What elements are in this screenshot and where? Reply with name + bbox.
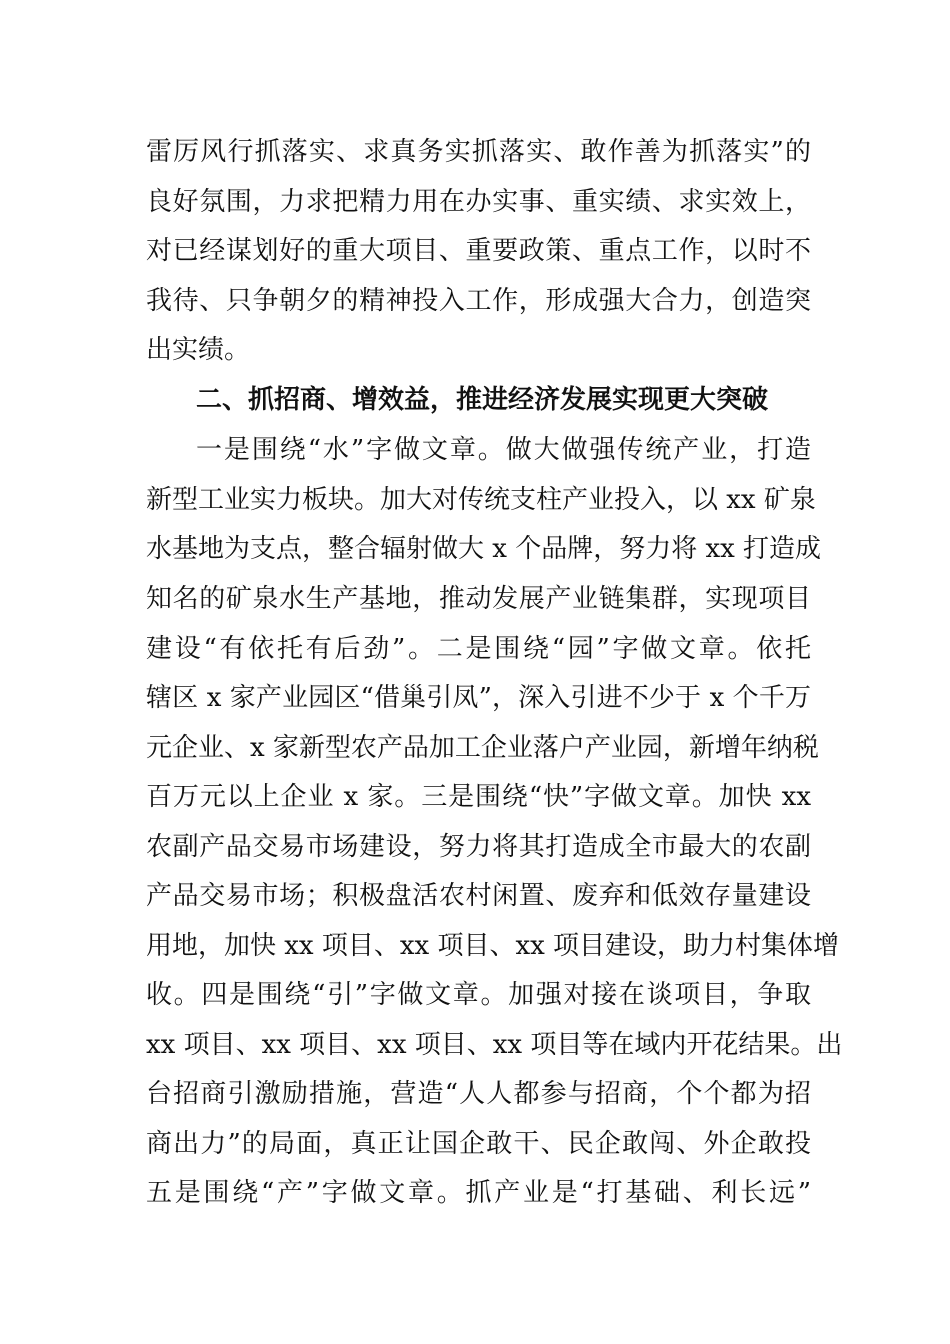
paragraph-2-line-6: 辖区 x 家产业园区“借巢引凤”，深入引进不少于 x 个千万 (146, 683, 811, 713)
section-heading: 二、抓招商、增效益，推进经济发展实现更大突破 (196, 385, 769, 415)
paragraph-2-line-3: 水基地为支点，整合辐射做大 x 个品牌，努力将 xx 打造成 (146, 534, 822, 564)
paragraph-1-line-1: 雷厉风行抓落实、求真务实抓落实、敢作善为抓落实”的 (146, 137, 811, 167)
paragraph-2-line-11: 用地，加快 xx 项目、xx 项目、xx 项目建设，助力村集体增 (146, 931, 840, 961)
paragraph-2-line-5: 建设“有依托有后劲”。二是围绕“园”字做文章。依托 (146, 634, 811, 664)
paragraph-2-line-14: 台招商引激励措施，营造“人人都参与招商，个个都为招 (146, 1079, 811, 1109)
paragraph-2-line-16: 五是围绕“产”字做文章。抓产业是“打基础、利长远” (146, 1178, 811, 1208)
paragraph-2-line-8: 百万元以上企业 x 家。三是围绕“快”字做文章。加快 xx (146, 782, 811, 812)
paragraph-2-line-9: 农副产品交易市场建设，努力将其打造成全市最大的农副 (146, 832, 811, 862)
paragraph-1-line-3: 对已经谋划好的重大项目、重要政策、重点工作，以时不 (146, 236, 811, 266)
paragraph-2-line-7: 元企业、x 家新型农产品加工企业落户产业园，新增年纳税 (146, 733, 819, 763)
paragraph-2-line-10: 产品交易市场；积极盘活农村闲置、废弃和低效存量建设 (146, 881, 811, 911)
paragraph-2-line-13: xx 项目、xx 项目、xx 项目、xx 项目等在域内开花结果。出 (146, 1030, 843, 1060)
paragraph-1-line-4: 我待、只争朝夕的精神投入工作，形成强大合力，创造突 (146, 286, 811, 316)
paragraph-2-line-1: 一是围绕“水”字做文章。做大做强传统产业，打造 (196, 435, 811, 465)
paragraph-1-line-2: 良好氛围，力求把精力用在办实事、重实绩、求实效上， (146, 187, 811, 217)
paragraph-2-line-12: 收。四是围绕“引”字做文章。加强对接在谈项目，争取 (146, 980, 811, 1010)
paragraph-1-line-5: 出实绩。 (146, 335, 251, 365)
paragraph-2-line-2: 新型工业实力板块。加大对传统支柱产业投入，以 xx 矿泉 (146, 485, 816, 515)
paragraph-2-line-15: 商出力”的局面，真正让国企敢干、民企敢闯、外企敢投 (146, 1129, 811, 1159)
paragraph-2-line-4: 知名的矿泉水生产基地，推动发展产业链集群，实现项目 (146, 584, 811, 614)
